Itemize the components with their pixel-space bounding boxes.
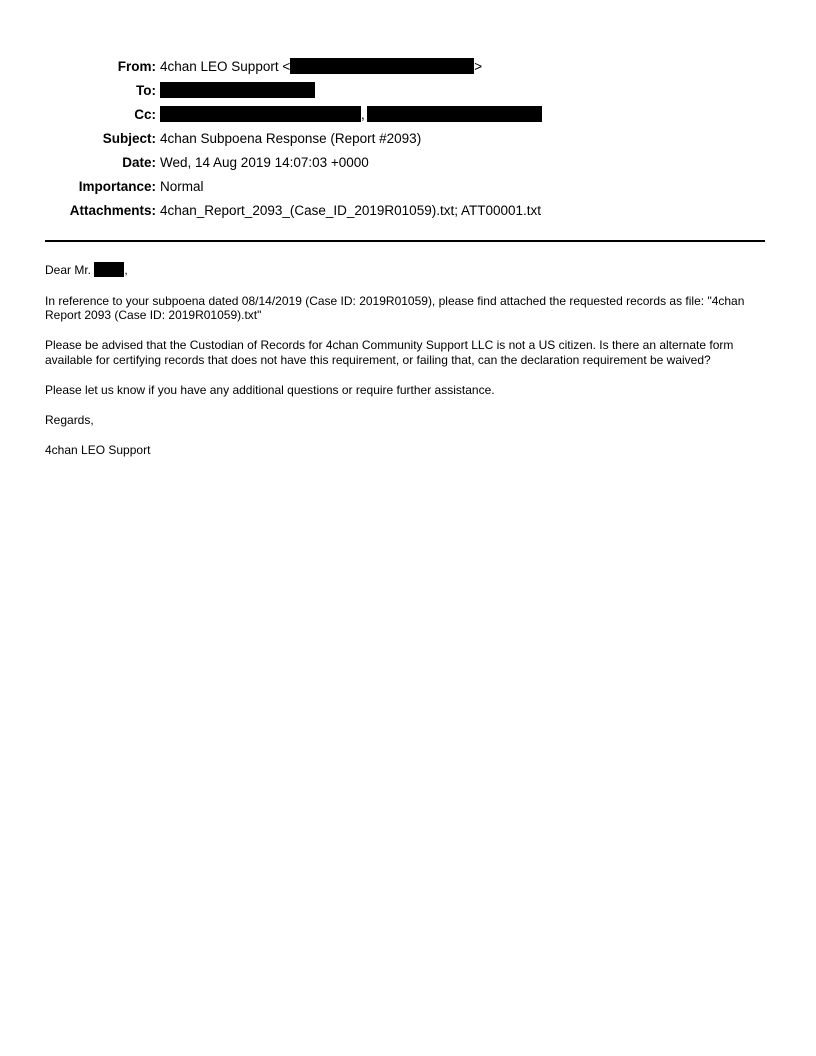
redaction-box bbox=[290, 58, 474, 74]
cc-separator: , bbox=[361, 106, 365, 122]
date-label: Date: bbox=[122, 154, 156, 170]
redaction-box bbox=[367, 106, 542, 122]
body-paragraph: In reference to your subpoena dated 08/14/2019 (Case ID: 2019R01059), please find attached the requested records as file: "4chan Report 2093 (Case ID: 2019R01059).txt" bbox=[45, 293, 745, 323]
redaction-box bbox=[160, 82, 315, 98]
greeting-comma: , bbox=[124, 263, 128, 277]
subject-label: Subject: bbox=[102, 130, 156, 146]
header-divider bbox=[45, 240, 765, 242]
cc-row bbox=[0, 102, 542, 126]
from-value bbox=[160, 58, 482, 74]
date-row bbox=[0, 150, 542, 174]
email-body bbox=[45, 262, 759, 473]
date-value: Wed, 14 Aug 2019 14:07:03 +0000 bbox=[160, 154, 369, 170]
attachments-row bbox=[0, 198, 542, 222]
attachments-value: 4chan_Report_2093_(Case_ID_2019R01059).txt; ATT00001.txt bbox=[160, 202, 541, 218]
signature: 4chan LEO Support bbox=[45, 443, 151, 458]
email-header bbox=[0, 54, 542, 222]
greeting-text: Dear Mr. bbox=[45, 263, 92, 277]
importance-label: Importance: bbox=[78, 178, 156, 194]
redaction-box bbox=[160, 106, 361, 122]
subject-row bbox=[0, 126, 542, 150]
redaction-box bbox=[94, 262, 124, 277]
importance-value: Normal bbox=[160, 178, 204, 194]
from-close: > bbox=[474, 58, 483, 74]
from-row bbox=[0, 54, 542, 78]
from-name: 4chan LEO Support < bbox=[160, 58, 291, 74]
greeting bbox=[45, 262, 759, 278]
body-paragraph: Please be advised that the Custodian of Records for 4chan Community Support LLC is not a US citizen. Is there an alternate form available for certifying records that does not have this requirement, or failing that, can the declaration requirement be waived? bbox=[45, 338, 734, 367]
to-row bbox=[0, 78, 542, 102]
from-label: From: bbox=[117, 58, 156, 74]
importance-row bbox=[0, 174, 542, 198]
body-paragraph: Please let us know if you have any additional questions or require further assistance. bbox=[45, 382, 495, 397]
attachments-label: Attachments: bbox=[69, 202, 156, 218]
subject-value: 4chan Subpoena Response (Report #2093) bbox=[160, 130, 422, 146]
closing: Regards, bbox=[45, 413, 94, 428]
cc-label: Cc: bbox=[134, 106, 156, 122]
to-label: To: bbox=[136, 82, 156, 98]
